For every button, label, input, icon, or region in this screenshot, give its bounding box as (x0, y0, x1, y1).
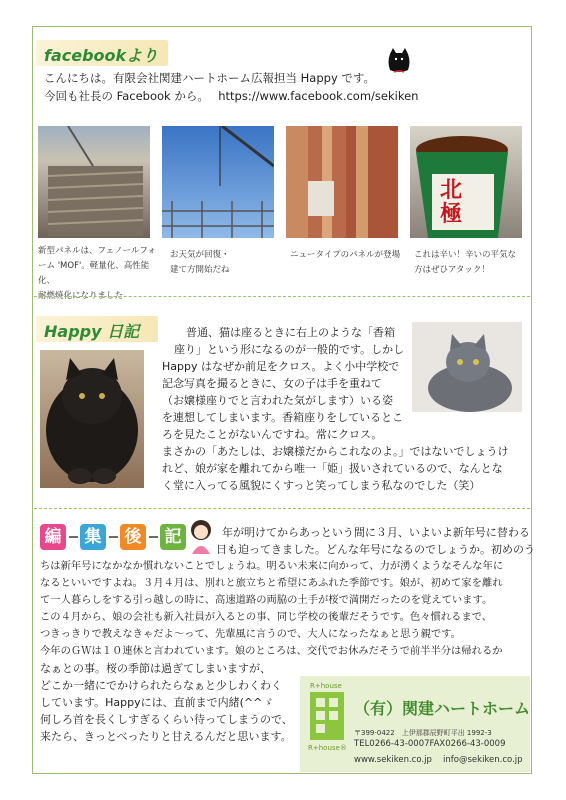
diary-heading-ribbon (36, 316, 158, 342)
section-divider (34, 508, 530, 509)
company-phone-fax: TEL0266-43-0007FAX0266-43-0009 (354, 739, 506, 749)
facebook-intro-line1: こんにちは。有限会社関建ハートホーム広報担当 Happy です。 (44, 71, 375, 85)
editor-char-1: 編 (40, 524, 66, 550)
photo-caption-1 (38, 244, 156, 304)
editor-line-9: なぁとの事。桜の季節は過ぎてしまいますが、 (40, 662, 271, 675)
diary-line-8: まさかの「あたしは、お嬢様だからこれなのよ。」ではないでしょうけ (162, 445, 509, 458)
noodle-cup-label: 北極 (440, 177, 463, 227)
caption-1-line-2: ーム 'MOF'。軽量化、高性能化、 (38, 261, 150, 286)
diary-line-2: 座り」という形になるのが一般的です。しかし (174, 343, 405, 356)
diary-line-7: ろを見たことがないんですね。常にクロス。 (162, 428, 383, 441)
noodle-cup-illustration (410, 126, 522, 238)
r-house-logo (310, 692, 344, 740)
editor-line-7: つきっきりで教えなきゃだよ～って、先輩風に言うので、大人になったなぁと思う親です。 (40, 628, 461, 640)
diary-line-5: （お嬢様座りでと言われた気がします）いる姿 (162, 394, 393, 407)
scaffold-illustration (162, 126, 274, 238)
editor-line-12: 何しろ首を長くしすぎるくらい待ってしまうので、 (40, 713, 293, 726)
caption-1-line-1: 新型パネルは、フェノールフォ (38, 246, 156, 256)
panel-stack-photo (38, 126, 150, 238)
logo-caption-bottom: R+house® (308, 744, 347, 752)
caption-2-line-2: 建て方開始だね (170, 265, 230, 275)
company-info-box (300, 676, 530, 772)
sitting-cat-photo (412, 322, 522, 412)
diary-line-6: を連想してしまいます。香箱座りをしているとこ (162, 411, 404, 424)
caption-4-line-1: これは辛い！辛いの平気な (414, 250, 517, 260)
editor-line-13: 来たら、きっとべったりと甘えるんだと思います。 (40, 730, 292, 743)
editor-char-4: 記 (160, 524, 186, 550)
gray-cat-illustration (412, 322, 522, 412)
section-divider (34, 296, 530, 297)
diary-line-1: 普通、猫は座るときに右上のような「香箱 (186, 326, 395, 339)
divider-dot (149, 536, 158, 538)
facebook-heading: facebookより (44, 46, 159, 65)
diary-line-9: れど、娘が家を離れてから唯一「姫」扱いされているので、なんとな (162, 462, 503, 475)
diary-line-4: 記念写真を撮るときに、女の子は手を重ねて (162, 377, 382, 390)
caption-1-line-3: 耐燃焼化になりました (38, 291, 124, 301)
editor-char-3: 後 (120, 524, 146, 550)
editor-line-8: 今年のＧＷは１０連休と言われています。娘のところは、交代でお休みだそうで前半半分は帰れるか (40, 645, 503, 657)
editor-line-6: この４月から、娘の会社も新入社員が入るとの事、同じ学校の後輩だそうです。色々慣れるまで、 (40, 611, 493, 623)
wall-panel-illustration (286, 126, 398, 238)
girl-avatar-icon (188, 518, 214, 554)
caption-3-line-1: ニュータイプのパネルが登場 (290, 250, 401, 260)
logo-caption-top: R+house (310, 682, 342, 690)
editor-line-4: なるといいですよね。３月４月は、別れと旅立ちと希望にあふれた季節です。娘が、初めて家を離れ (40, 577, 503, 589)
editor-line-1: 年が明けてからあっという間に３月、いよいよ新年号に替わる (222, 526, 530, 539)
caption-2-line-1: お天気が回復・ (170, 250, 230, 260)
divider-dot (69, 536, 78, 538)
editor-line-11: しています。Happyには、直前まで内緒(^^ゞ (40, 696, 274, 709)
new-panel-photo (286, 126, 398, 238)
facebook-intro-line2: 今回も社長の Facebook から。 https://www.facebook.com/sekiken (44, 89, 419, 103)
diary-heading: Happy 日記 (44, 322, 140, 341)
editor-line-10: どこか一緒にでかけられたらなぁと少しわくわく (40, 679, 282, 692)
divider-dot (109, 536, 118, 538)
photo-caption-2 (170, 248, 280, 278)
longhair-cat-illustration (40, 350, 144, 488)
company-address: 〒399-0422 上伊那郡辰野町平出 1992-3 (354, 729, 492, 737)
photo-caption-4 (414, 248, 526, 278)
editor-line-5: て一人暮らしをする引っ越しの時に、高速道路の両脇の土手が桜で満開だったのを覚えています。 (40, 594, 493, 606)
facebook-heading-ribbon (36, 40, 168, 66)
black-cat-icon (386, 46, 412, 74)
editor-char-2: 集 (80, 524, 106, 550)
editor-line-2: 日も迫ってきました。どんな年号になるのでしょうか。初めのう (216, 543, 535, 556)
company-web-email: www.sekiken.co.jp info@sekiken.co.jp (354, 755, 523, 765)
company-name: （有）関建ハートホーム (354, 699, 531, 718)
diary-line-10: く堂に入ってる風貌にくすっと笑ってしまう私なのでした（笑） (162, 479, 481, 492)
spicy-noodle-photo (410, 126, 522, 238)
panel-stack-illustration (38, 126, 150, 238)
scaffold-sky-photo (162, 126, 274, 238)
happy-cat-photo (40, 350, 144, 488)
photo-caption-3 (290, 248, 408, 263)
diary-line-3: Happy はなぜか前足をクロス。よく小中学校で (162, 360, 400, 373)
caption-4-line-2: 方はぜひアタック！ (414, 265, 490, 275)
editor-line-3: ちは新年号になかなか慣れないことでしょうね。明るい未来に向かって、力が湧くようなそんな年に (40, 560, 504, 572)
